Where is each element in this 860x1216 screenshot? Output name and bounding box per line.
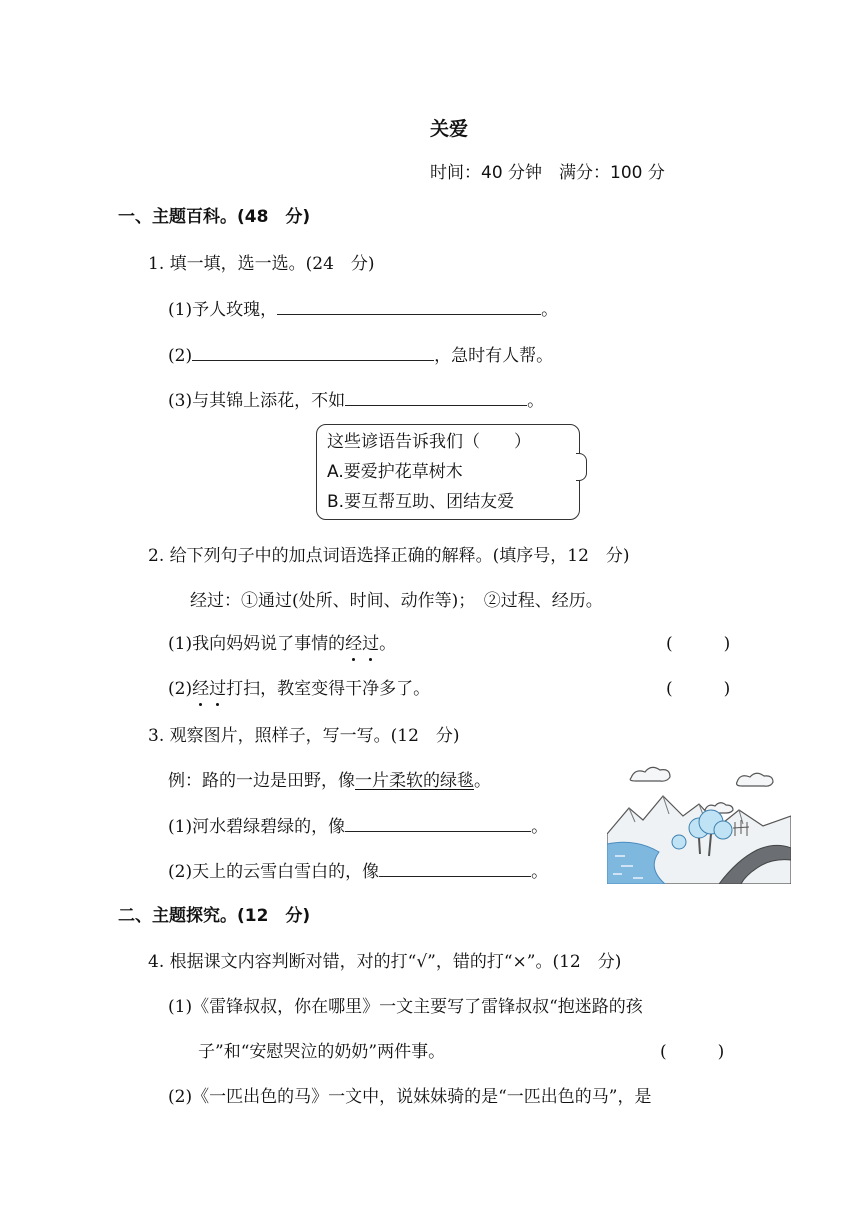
answer-paren[interactable]: ( )	[660, 1042, 725, 1062]
answer-blank[interactable]	[345, 815, 531, 832]
q2-item2: (2)经过打扫，教室变得干净多了。	[168, 679, 431, 699]
hint-question: 这些谚语告诉我们（ ）	[327, 432, 531, 452]
answer-blank[interactable]	[379, 860, 531, 877]
hint-option-b[interactable]: B.要互帮互助、团结友爱	[327, 492, 515, 512]
q1-item3: (3)与其锦上添花，不如 。	[168, 391, 545, 411]
section1-heading: 一、主题百科。(48 分)	[118, 207, 311, 227]
q4-item1-line2: 子”和“安慰哭泣的奶奶”两件事。	[198, 1042, 446, 1062]
q2-definition: 经过：①通过(处所、时间、动作等)； ②过程、经历。	[190, 591, 603, 611]
section2-heading: 二、主题探究。(12 分)	[118, 906, 311, 926]
exam-meta: 时间：40 分钟 满分：100 分	[430, 163, 665, 183]
q1-item2: (2) ，急时有人帮。	[168, 346, 554, 366]
q4-item2-line1: (2)《一匹出色的马》一文中，说妹妹骑的是“一匹出色的马”，是	[168, 1087, 652, 1107]
answer-blank[interactable]	[192, 344, 434, 361]
answer-paren[interactable]: ( )	[666, 634, 731, 654]
q4-stem: 4. 根据课文内容判断对错，对的打“√”，错的打“×”。(12 分)	[148, 952, 622, 972]
q2-stem: 2. 给下列句子中的加点词语选择正确的解释。(填序号，12 分)	[148, 546, 630, 566]
q4-item1-line1: (1)《雷锋叔叔，你在哪里》一文主要写了雷锋叔叔“抱迷路的孩	[168, 997, 643, 1017]
hint-option-a[interactable]: A.要爱护花草树木	[327, 462, 463, 482]
q2-item1: (1)我向妈妈说了事情的经过。	[168, 634, 397, 654]
q1-stem: 1. 填一填，选一选。(24 分)	[148, 254, 375, 274]
answer-paren[interactable]: ( )	[666, 679, 731, 699]
q3-stem: 3. 观察图片，照样子，写一写。(12 分)	[148, 726, 460, 746]
q1-item1: (1)予人玫瑰， 。	[168, 300, 559, 320]
answer-blank[interactable]	[277, 298, 541, 315]
q3-item2: (2)天上的云雪白雪白的，像 。	[168, 862, 549, 882]
landscape-illustration	[607, 764, 791, 884]
proverb-hint-box	[316, 424, 580, 520]
q3-item1: (1)河水碧绿碧绿的，像 。	[168, 817, 549, 837]
q3-example: 例：路的一边是田野，像一片柔软的绿毯。	[168, 771, 491, 791]
answer-blank[interactable]	[345, 389, 527, 406]
page-title: 关爱	[430, 118, 469, 140]
